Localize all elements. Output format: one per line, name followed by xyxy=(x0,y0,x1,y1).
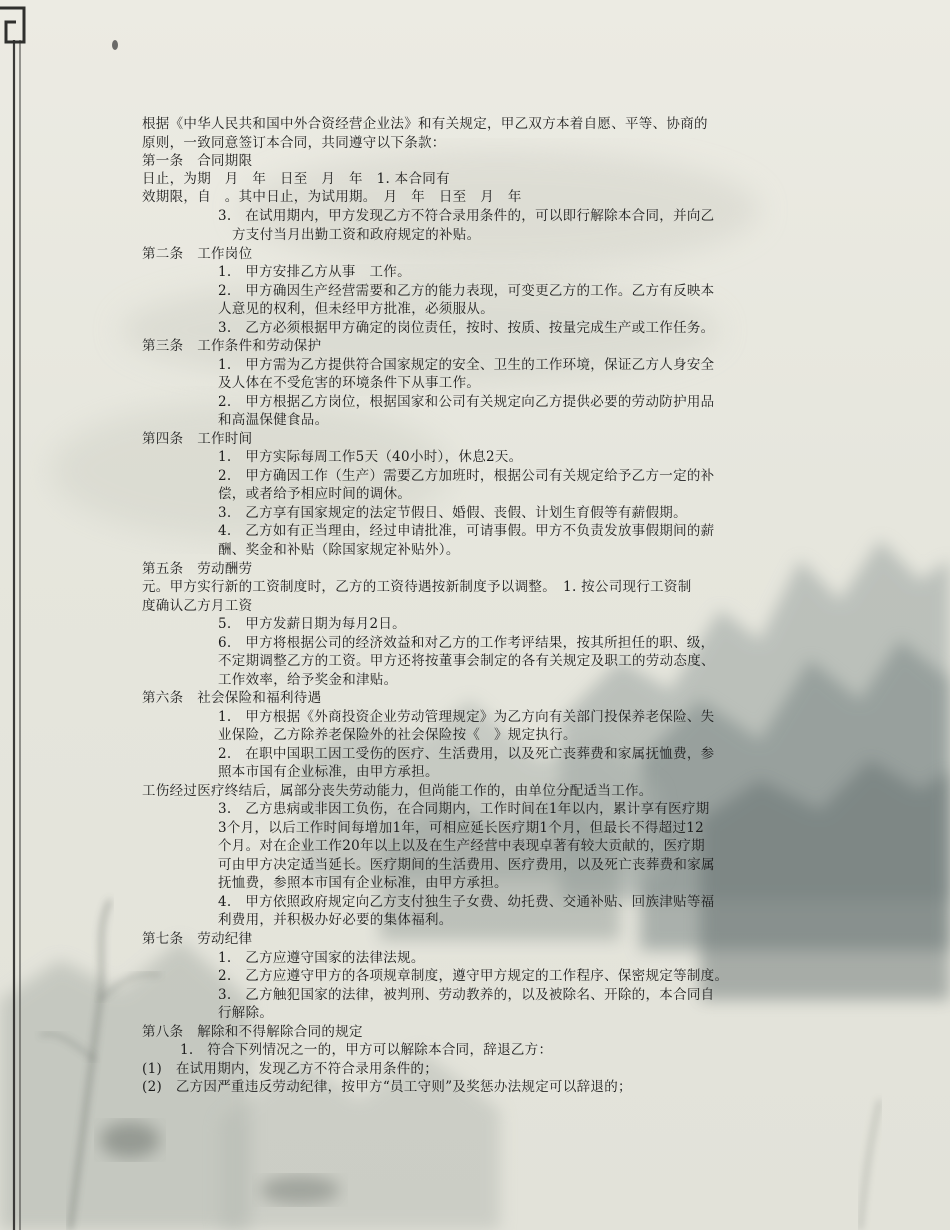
section-heading: 第七条 劳动纪律 xyxy=(142,931,253,947)
clause-continuation: 个月。对在企业工作20年以上以及在生产经营中表现卓著有较大贡献的，医疗期 xyxy=(218,838,705,854)
section-heading: 第八条 解除和不得解除合同的规定 xyxy=(142,1024,363,1040)
clause-item: 4. 甲方依照政府规定向乙方支付独生子女费、幼托费、交通补贴、回族津贴等福 xyxy=(218,894,715,910)
clause-continuation: 照本市国有企业标准，由甲方承担。 xyxy=(218,764,439,780)
clause-continuation: 不定期调整乙方的工资。甲方还将按董事会制定的各有关规定及职工的劳动态度、 xyxy=(218,653,715,669)
clause-continuation: 和高温保健食品。 xyxy=(218,412,329,428)
contract-text-line: 元。甲方实行新的工资制度时，乙方的工资待遇按新制度予以调整。 1. 按公司现行工资制 xyxy=(142,579,692,595)
clause-item: 3. 乙方触犯国家的法律，被判刑、劳动教养的，以及被除名、开除的，本合同自 xyxy=(218,987,715,1003)
clause-item: 2. 乙方应遵守甲方的各项规章制度，遵守甲方规定的工作程序、保密规定等制度。 xyxy=(218,968,729,984)
clause-item: 4. 乙方如有正当理由，经过申请批准，可请事假。甲方不负责发放事假期间的薪 xyxy=(218,523,715,539)
section-heading: 第二条 工作岗位 xyxy=(142,246,253,262)
section-heading: 第四条 工作时间 xyxy=(142,431,253,447)
clause-continuation: 抚恤费，参照本市国有企业标准，由甲方承担。 xyxy=(218,875,508,891)
contract-text-line: 度确认乙方月工资 xyxy=(142,598,253,614)
clause-item: 1. 甲方需为乙方提供符合国家规定的安全、卫生的工作环境，保证乙方人身安全 xyxy=(218,357,715,373)
clause-item: 2. 甲方确因生产经营需要和乙方的能力表现，可变更乙方的工作。乙方有反映本 xyxy=(218,283,715,299)
clause-continuation: 行解除。 xyxy=(218,1005,274,1021)
clause-item: 1. 甲方根据《外商投资企业劳动管理规定》为乙方向有关部门投保养老保险、失 xyxy=(218,709,715,725)
clause-item: 2. 甲方确因工作（生产）需要乙方加班时，根据公司有关规定给予乙方一定的补 xyxy=(218,468,715,484)
clause-item: 3. 乙方患病或非因工负伤，在合同期内，工作时间在1年以内，累计享有医疗期 xyxy=(218,801,710,817)
contract-text-line: 根据《中华人民共和国中外合资经营企业法》和有关规定，甲乙双方本着自愿、平等、协商的 xyxy=(142,116,708,132)
list-item: (2) 乙方因严重违反劳动纪律，按甲方“员工守则”及奖惩办法规定可以辞退的； xyxy=(142,1079,632,1095)
clause-continuation: 人意见的权利，但未经甲方批准，必须服从。 xyxy=(218,301,494,317)
clause-item: 6. 甲方将根据公司的经济效益和对乙方的工作考评结果，按其所担任的职、级， xyxy=(218,635,715,651)
section-heading: 第五条 劳动酬劳 xyxy=(142,561,253,577)
section-heading: 第六条 社会保险和福利待遇 xyxy=(142,690,322,706)
clause-item: 3. 乙方必须根据甲方确定的岗位责任，按时、按质、按量完成生产或工作任务。 xyxy=(218,320,715,336)
clause-continuation: 酬、奖金和补贴（除国家规定补贴外）。 xyxy=(218,542,460,558)
clause-item: 3. 乙方享有国家规定的法定节假日、婚假、丧假、计划生育假等有薪假期。 xyxy=(218,505,687,521)
clause-item: 1. 乙方应遵守国家的法律法规。 xyxy=(218,950,425,966)
section-heading: 第一条 合同期限 xyxy=(142,153,253,169)
clause-item: 5. 甲方发薪日期为每月2日。 xyxy=(218,616,406,632)
clause-continuation: 偿，或者给予相应时间的调休。 xyxy=(218,486,412,502)
clause-item: 2. 在职中国职工因工受伤的医疗、生活费用，以及死亡丧葬费和家属抚恤费，参 xyxy=(218,746,715,762)
clause-continuation: 利费用，并积极办好必要的集体福利。 xyxy=(218,912,453,928)
clause-continuation: 方支付当月出勤工资和政府规定的补贴。 xyxy=(232,227,481,243)
contract-text-line: 工伤经过医疗终结后，属部分丧失劳动能力，但尚能工作的，由单位分配适当工作。 xyxy=(142,783,653,799)
contract-text-line: 效期限，自 。其中日止，为试用期。 月 年 日至 月 年 xyxy=(142,189,522,205)
contract-text-line: 日止，为期 月 年 日至 月 年 1. 本合同有 xyxy=(142,171,450,187)
section-heading: 第三条 工作条件和劳动保护 xyxy=(142,338,322,354)
clause-continuation: 可由甲方决定适当延长。医疗期间的生活费用、医疗费用，以及死亡丧葬费和家属 xyxy=(218,857,715,873)
list-item: (1) 在试用期内，发现乙方不符合录用条件的； xyxy=(142,1061,439,1077)
clause-item: 1. 符合下列情况之一的，甲方可以解除本合同，辞退乙方： xyxy=(180,1042,553,1058)
clause-item: 2. 甲方根据乙方岗位，根据国家和公司有关规定向乙方提供必要的劳动防护用品 xyxy=(218,394,715,410)
clause-continuation: 及人体在不受危害的环境条件下从事工作。 xyxy=(218,375,481,391)
clause-continuation: 3个月，以后工作时间每增加1年，可相应延长医疗期1个月，但最长不得超过12 xyxy=(218,820,705,836)
clause-continuation: 工作效率，给予奖金和津贴。 xyxy=(218,672,398,688)
clause-item: 1. 甲方实际每周工作5天（40小时），休息2天。 xyxy=(218,449,523,465)
clause-item: 3. 在试用期内，甲方发现乙方不符合录用条件的，可以即行解除本合同，并向乙 xyxy=(218,208,715,224)
clause-continuation: 业保险，乙方除养老保险外的社会保险按《 》规定执行。 xyxy=(218,727,577,743)
contract-text-line: 原则，一致同意签订本合同，共同遵守以下条款： xyxy=(142,135,446,151)
clause-item: 1. 甲方安排乙方从事 工作。 xyxy=(218,264,411,280)
